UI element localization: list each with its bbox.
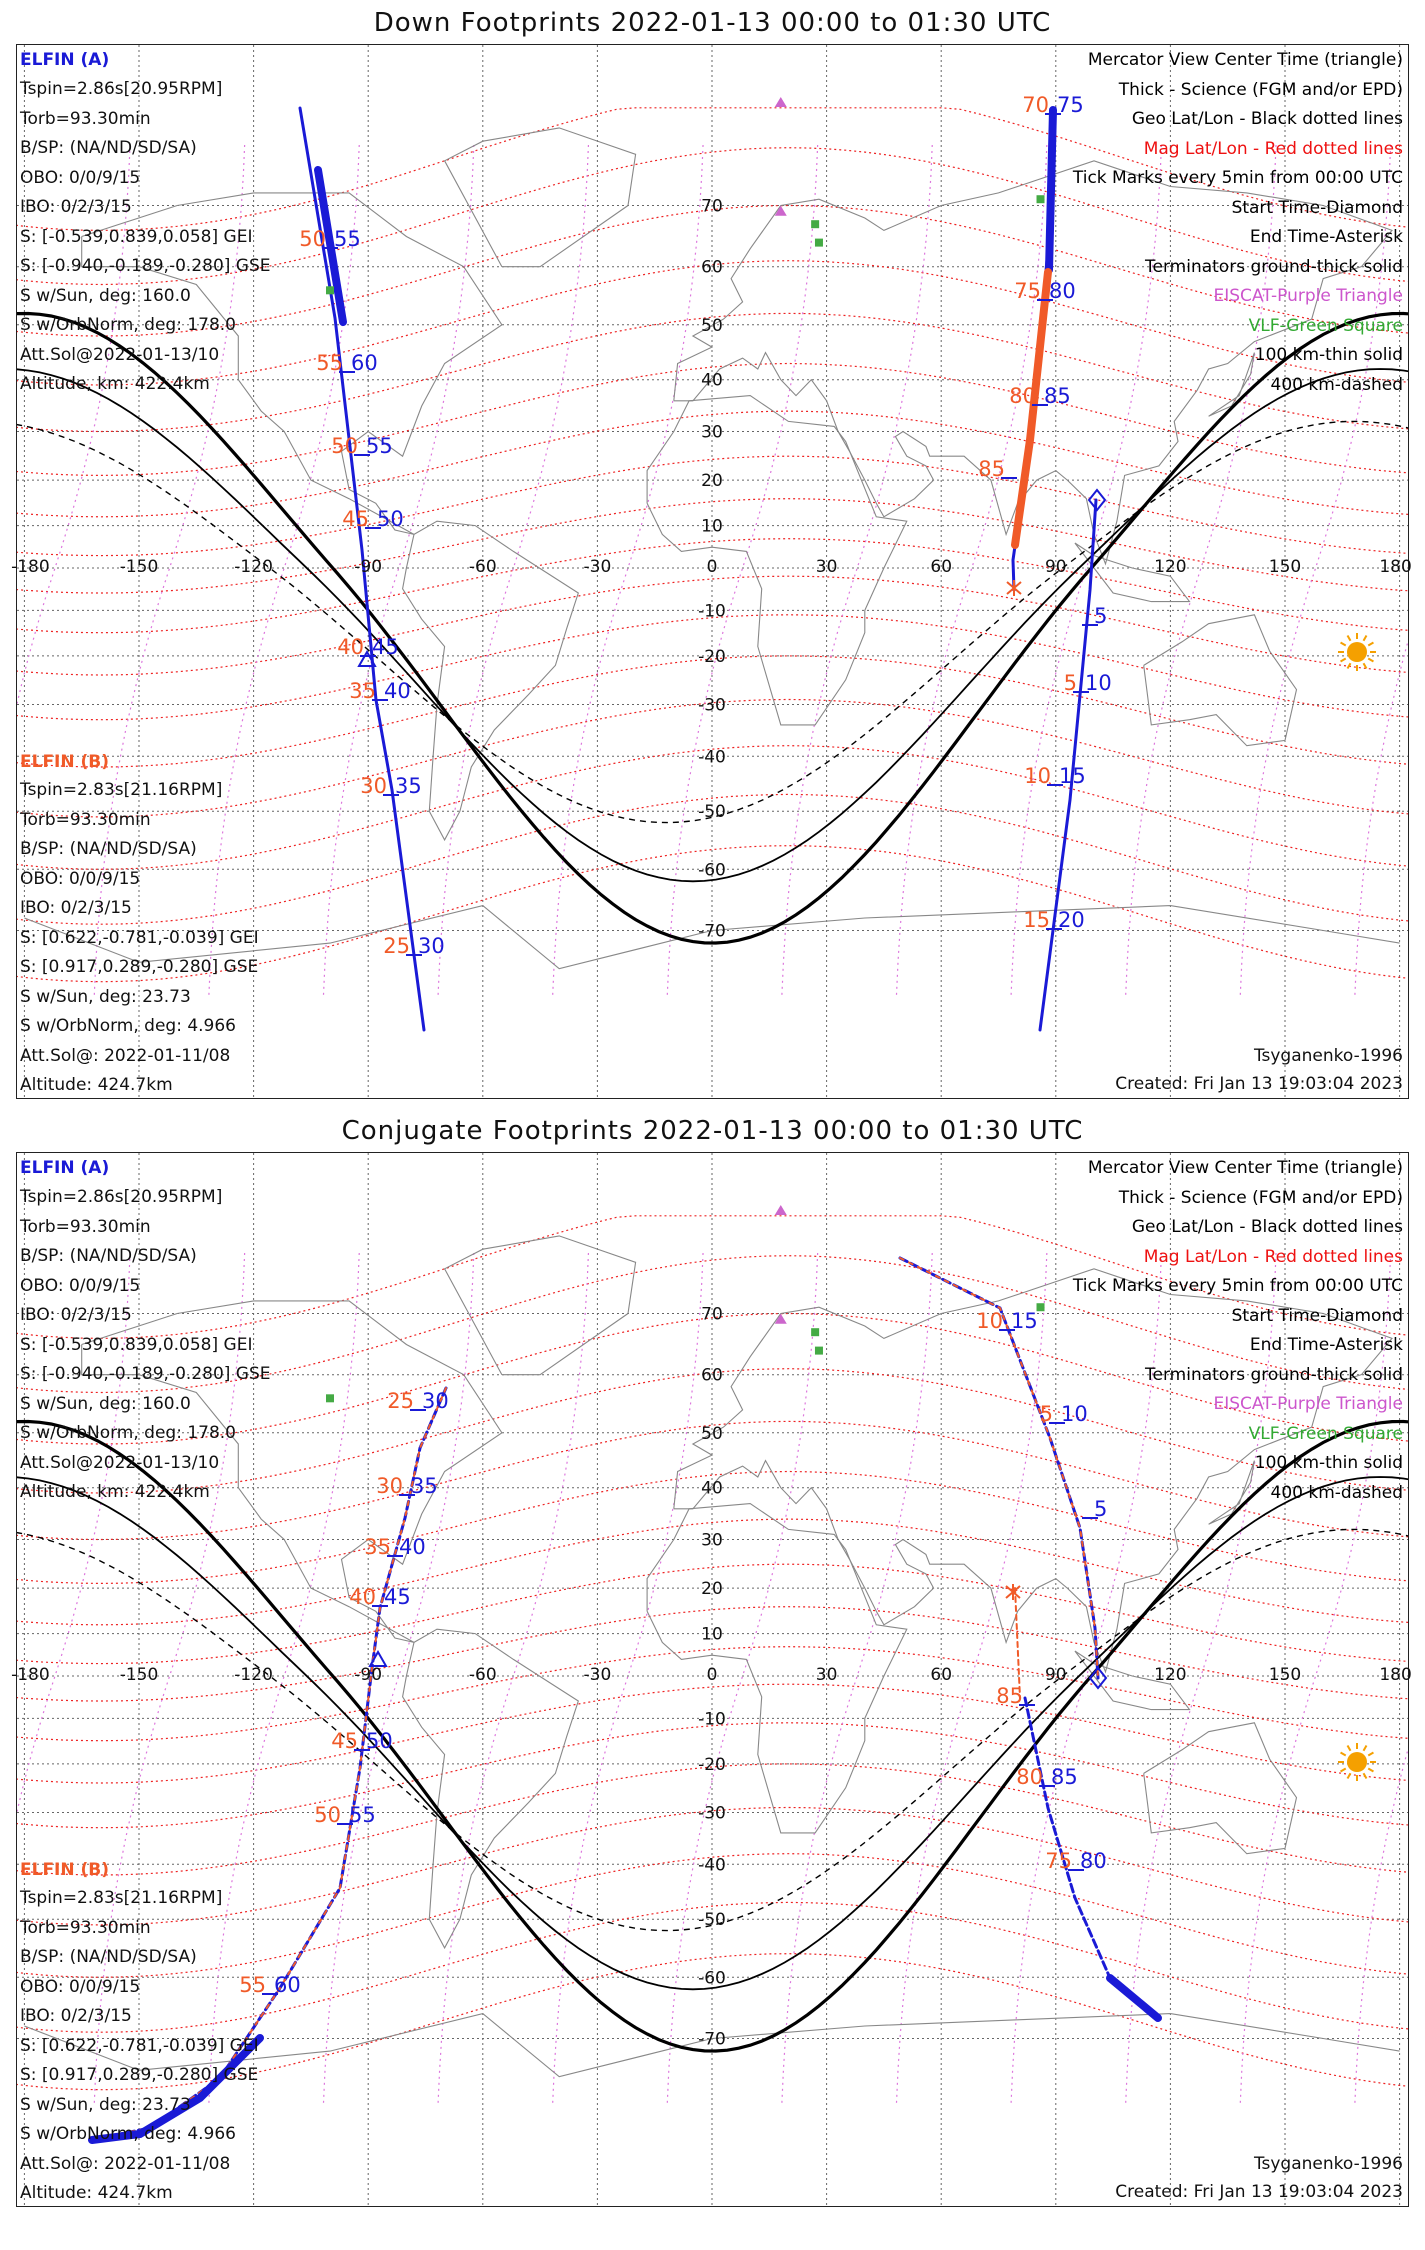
tick-label-red: 55 — [239, 1973, 266, 1997]
tick-label-red: 40 — [349, 1585, 376, 1609]
info-line: Altitude, km: 422.4km — [20, 374, 210, 394]
lat-label: -30 — [698, 695, 726, 716]
legend-item: 400 km-dashed — [1270, 374, 1403, 395]
sun-ray — [1348, 636, 1351, 641]
lon-label: -30 — [583, 557, 612, 577]
info-line: IBO: 0/2/3/15 — [20, 898, 132, 918]
info-line: S w/OrbNorm, deg: 178.0 — [20, 1423, 237, 1443]
lat-label: 40 — [701, 370, 723, 391]
sun-ray — [1368, 659, 1373, 662]
legend-item: Tick Marks every 5min from 00:00 UTC — [1072, 1276, 1403, 1296]
lat-label: -40 — [698, 747, 726, 768]
info-line: Torb=93.30min — [20, 1216, 151, 1237]
tick-label-red: 10 — [976, 1309, 1003, 1333]
info-line: S w/Sun, deg: 23.73 — [20, 2094, 191, 2115]
sun-icon — [1347, 642, 1367, 662]
tick-label-red: 70 — [1022, 93, 1049, 117]
info-line: S w/Sun, deg: 23.73 — [20, 986, 191, 1007]
elfin-a-label: ELFIN (A) — [20, 50, 110, 70]
lon-label: -60 — [468, 1665, 497, 1685]
lat-label: 10 — [701, 1624, 723, 1645]
lat-label: -50 — [698, 802, 726, 823]
info-line: S w/OrbNorm, deg: 178.0 — [20, 315, 237, 335]
tick-label-blue: 35 — [411, 1474, 438, 1498]
sun-ray — [1348, 1773, 1351, 1778]
end-asterisk — [1007, 580, 1021, 596]
lat-label: 70 — [701, 1304, 723, 1325]
info-line: Altitude: 424.7km — [20, 1075, 173, 1095]
lat-label: -20 — [698, 1754, 726, 1775]
info-line: Att.Sol@2022-01-13/10 — [20, 1452, 220, 1473]
lon-label: 0 — [706, 557, 718, 577]
sun-ray — [1368, 643, 1373, 646]
lon-label: 30 — [815, 557, 838, 577]
info-line: S: [-0.940,-0.189,-0.280] GSE — [20, 256, 271, 276]
info-line: IBO: 0/2/3/15 — [20, 2006, 132, 2026]
lat-label: -10 — [698, 601, 726, 622]
lon-label: -90 — [354, 557, 383, 577]
info-line: IBO: 0/2/3/15 — [20, 1305, 132, 1325]
tick-label-red: 10 — [1024, 764, 1051, 788]
tick-label-red: 50 — [299, 227, 326, 251]
legend-item: 100 km-thin solid — [1254, 1453, 1403, 1473]
sun-ray — [1341, 643, 1346, 646]
lon-label: -180 — [11, 557, 50, 577]
legend-item: Start Time-Diamond — [1231, 197, 1403, 218]
lon-label: 90 — [1044, 1665, 1067, 1685]
sun-icon — [1347, 1752, 1367, 1772]
lat-label: 60 — [701, 1365, 723, 1386]
info-line: Att.Sol@: 2022-01-11/08 — [20, 2153, 231, 2174]
tick-label-blue: 10 — [1061, 1402, 1088, 1426]
tick-label-red: 75 — [1014, 279, 1041, 303]
vlf-square — [811, 220, 819, 228]
tick-label-red: 25 — [387, 1389, 414, 1413]
legend-item: End Time-Asterisk — [1249, 1335, 1403, 1355]
lon-label: 0 — [706, 1665, 718, 1685]
legend-item: Mag Lat/Lon - Red dotted lines — [1143, 138, 1403, 159]
info-line: S: [0.917,0.289,-0.280] GSE — [20, 2065, 259, 2085]
coastline — [1144, 1723, 1297, 1854]
tick-label-blue: 40 — [399, 1535, 426, 1559]
info-line: S: [0.622,-0.781,-0.039] GEI — [20, 2035, 259, 2056]
model-label: Tsyganenko-1996 — [1253, 2154, 1403, 2174]
tick-label-red: 35 — [364, 1535, 391, 1559]
lon-label: 180 — [1379, 1665, 1412, 1685]
sun-ray — [1341, 659, 1346, 662]
info-line: B/SP: (NA/ND/SD/SA) — [20, 1246, 197, 1266]
legend-item: Geo Lat/Lon - Black dotted lines — [1131, 1217, 1403, 1237]
tick-label-blue: 10 — [1085, 671, 1112, 695]
tick-label-blue: 50 — [377, 507, 404, 531]
tick-label-red: 5 — [1039, 1402, 1053, 1426]
legend-item: Tick Marks every 5min from 00:00 UTC — [1072, 168, 1403, 188]
legend-item: Start Time-Diamond — [1231, 1305, 1403, 1326]
tick-label-red: 85 — [996, 1684, 1023, 1708]
elfin-b-science — [1110, 1978, 1158, 2018]
coastline — [647, 396, 907, 725]
mag-meridian — [897, 141, 1048, 995]
tick-label-blue: 45 — [372, 635, 399, 659]
model-label: Tsyganenko-1996 — [1253, 1046, 1403, 1066]
tick-label-red: 40 — [337, 635, 364, 659]
legend-item: Mercator View Center Time (triangle) — [1087, 1158, 1403, 1178]
lat-label: 50 — [701, 1423, 723, 1444]
info-line: OBO: 0/0/9/15 — [20, 1976, 141, 1997]
tick-label-blue: 45 — [384, 1585, 411, 1609]
legend-item: End Time-Asterisk — [1249, 227, 1403, 247]
tick-label-blue: 20 — [1058, 908, 1085, 932]
legend-item: VLF-Green Square — [1248, 315, 1403, 336]
lon-label: -120 — [234, 1665, 273, 1685]
legend-item: EISCAT-Purple Triangle — [1213, 1394, 1403, 1414]
tick-label-red: 50 — [331, 434, 358, 458]
vlf-square — [326, 286, 334, 294]
info-line: Torb=93.30min — [20, 1917, 151, 1938]
lat-label: 70 — [701, 196, 723, 217]
elfin-b-track-mid — [1015, 1588, 1020, 1698]
tick-label-blue: 35 — [395, 774, 422, 798]
tick-label-blue: 75 — [1057, 93, 1084, 117]
info-line: S: [-0.940,-0.189,-0.280] GSE — [20, 1364, 271, 1384]
info-line: OBO: 0/0/9/15 — [20, 868, 141, 889]
info-line: S w/OrbNorm, deg: 4.966 — [20, 1016, 237, 1036]
elfin-b-science — [1049, 110, 1053, 270]
sun-ray — [1348, 1746, 1351, 1751]
info-line: Altitude, km: 422.4km — [20, 1482, 210, 1502]
tick-label-red: 80 — [1016, 1765, 1043, 1789]
sun-ray — [1368, 1753, 1373, 1756]
legend-item: EISCAT-Purple Triangle — [1213, 286, 1403, 306]
elfin-a-label: ELFIN (A) — [20, 1158, 110, 1178]
info-line: S w/Sun, deg: 160.0 — [20, 285, 191, 306]
tick-label-blue: 15 — [1011, 1309, 1038, 1333]
tick-label-red: 25 — [383, 934, 410, 958]
info-line: OBO: 0/0/9/15 — [20, 167, 141, 188]
vlf-square — [326, 1394, 334, 1402]
lon-label: -90 — [354, 1665, 383, 1685]
created-label: Created: Fri Jan 13 19:03:04 2023 — [1115, 2182, 1403, 2202]
info-line: Tspin=2.83s[21.16RPM] — [20, 1888, 223, 1908]
coastline — [445, 1236, 636, 1375]
end-asterisk — [1006, 1584, 1020, 1600]
tick-label-blue: 5 — [1094, 604, 1108, 628]
info-line: S: [0.917,0.289,-0.280] GSE — [20, 957, 259, 977]
legend-item: Mercator View Center Time (triangle) — [1087, 50, 1403, 70]
info-line: B/SP: (NA/ND/SD/SA) — [20, 839, 197, 859]
info-line: IBO: 0/2/3/15 — [20, 197, 132, 217]
eiscat-triangle — [775, 1205, 787, 1215]
tick-label-blue: 80 — [1080, 1849, 1107, 1873]
info-line: B/SP: (NA/ND/SD/SA) — [20, 138, 197, 158]
info-line: B/SP: (NA/ND/SD/SA) — [20, 1947, 197, 1967]
tick-label-red: 85 — [978, 457, 1005, 481]
tick-label-red: 80 — [1009, 384, 1036, 408]
tick-label-blue: 85 — [1044, 384, 1071, 408]
sun-ray — [1348, 663, 1351, 668]
info-line: S: [-0.539,0.839,0.058] GEI — [20, 226, 253, 247]
info-line: Tspin=2.86s[20.95RPM] — [20, 1187, 223, 1207]
lat-label: 20 — [701, 471, 723, 492]
eiscat-triangle — [775, 97, 787, 107]
tick-label-red: 35 — [349, 679, 376, 703]
lon-label: -30 — [583, 1665, 612, 1685]
tick-label-blue: 5 — [1094, 1497, 1108, 1521]
lat-label: -60 — [698, 1968, 726, 1989]
tick-label-blue: 55 — [334, 227, 361, 251]
tick-label-blue: 50 — [366, 1729, 393, 1753]
legend-item: Terminators ground-thick solid — [1145, 256, 1403, 277]
lon-label: 180 — [1379, 557, 1412, 577]
lat-label: -70 — [698, 921, 726, 942]
legend-item: VLF-Green Square — [1248, 1423, 1403, 1444]
lat-label: 30 — [701, 422, 723, 443]
lon-label: 120 — [1154, 1665, 1187, 1685]
terminator-ground — [5, 1422, 1415, 2052]
lon-label: -150 — [119, 1665, 159, 1685]
lat-label: 20 — [701, 1579, 723, 1600]
legend-item: Thick - Science (FGM and/or EPD) — [1118, 79, 1403, 100]
vlf-square — [811, 1328, 819, 1336]
tick-label-blue: 60 — [274, 1973, 301, 1997]
legend-item: 400 km-dashed — [1270, 1482, 1403, 1503]
sun-ray — [1364, 1773, 1367, 1778]
vlf-square — [815, 1347, 823, 1355]
lat-label: -40 — [698, 1855, 726, 1876]
lon-label: -120 — [234, 557, 273, 577]
info-line: S w/OrbNorm, deg: 4.966 — [20, 2124, 237, 2144]
lon-label: -180 — [11, 1665, 50, 1685]
vlf-square — [1037, 195, 1045, 203]
tick-label-blue: 60 — [351, 351, 378, 375]
coastline — [647, 1504, 907, 1833]
tick-label-blue: 15 — [1059, 764, 1086, 788]
legend-item: Thick - Science (FGM and/or EPD) — [1118, 1187, 1403, 1208]
info-line: Tspin=2.83s[21.16RPM] — [20, 780, 223, 800]
legend-item: Mag Lat/Lon - Red dotted lines — [1143, 1246, 1403, 1267]
tick-label-red: 55 — [316, 351, 343, 375]
tick-label-red: 45 — [331, 1729, 358, 1753]
lat-label: 10 — [701, 516, 723, 537]
sun-ray — [1364, 1746, 1367, 1751]
panel-title: Conjugate Footprints 2022-01-13 00:00 to 01:30 UTC — [341, 1116, 1084, 1146]
lat-label: -30 — [698, 1803, 726, 1824]
tick-label-blue: 30 — [422, 1389, 449, 1413]
lat-label: 40 — [701, 1478, 723, 1499]
tick-label-blue: 85 — [1051, 1765, 1078, 1789]
sun-ray — [1368, 1769, 1373, 1772]
info-line: Att.Sol@: 2022-01-11/08 — [20, 1045, 231, 1066]
lat-label: -70 — [698, 2029, 726, 2050]
tick-label-red: 50 — [314, 1803, 341, 1827]
lon-label: 60 — [930, 1665, 953, 1685]
panel-title: Down Footprints 2022-01-13 00:00 to 01:30 UTC — [373, 8, 1052, 38]
created-label: Created: Fri Jan 13 19:03:04 2023 — [1115, 1074, 1403, 1094]
lat-label: -10 — [698, 1709, 726, 1730]
info-line: S: [0.622,-0.781,-0.039] GEI — [20, 927, 259, 948]
elfin-b-label: ELFIN (B) — [20, 1860, 110, 1880]
sun-ray — [1364, 636, 1367, 641]
tick-label-red: 5 — [1063, 671, 1077, 695]
info-line: Tspin=2.86s[20.95RPM] — [20, 79, 223, 99]
info-line: Att.Sol@2022-01-13/10 — [20, 344, 220, 365]
info-line: Torb=93.30min — [20, 108, 151, 129]
conjugate-footprints-panel — [0, 1108, 1425, 2233]
elfin-b-label: ELFIN (B) — [20, 752, 110, 772]
lat-label: 60 — [701, 257, 723, 278]
lon-label: 120 — [1154, 557, 1187, 577]
sun-ray — [1341, 1753, 1346, 1756]
lon-label: 30 — [815, 1665, 838, 1685]
lat-label: -50 — [698, 1910, 726, 1931]
sun-ray — [1341, 1769, 1346, 1772]
terminator-ground — [5, 314, 1415, 944]
lat-label: -20 — [698, 646, 726, 667]
tick-label-blue: 55 — [366, 434, 393, 458]
tick-label-red: 15 — [1023, 908, 1050, 932]
vlf-square — [815, 239, 823, 247]
lon-label: 150 — [1268, 557, 1302, 577]
lon-label: 150 — [1268, 1665, 1302, 1685]
lat-label: 50 — [701, 315, 723, 336]
tick-label-blue: 30 — [418, 934, 445, 958]
coastline — [1144, 615, 1297, 746]
mag-meridian — [897, 1249, 1048, 2103]
tick-label-blue: 80 — [1049, 279, 1076, 303]
info-line: S w/Sun, deg: 160.0 — [20, 1393, 191, 1414]
tick-label-blue: 55 — [349, 1803, 376, 1827]
lon-label: -60 — [468, 557, 497, 577]
tick-label-blue: 40 — [384, 679, 411, 703]
legend-item: Terminators ground-thick solid — [1145, 1364, 1403, 1385]
lon-label: -150 — [119, 557, 159, 577]
tick-label-red: 30 — [376, 1474, 403, 1498]
info-line: Torb=93.30min — [20, 809, 151, 830]
lon-label: 60 — [930, 557, 953, 577]
info-line: OBO: 0/0/9/15 — [20, 1275, 141, 1296]
lat-label: 30 — [701, 1530, 723, 1551]
tick-label-red: 75 — [1045, 1849, 1072, 1873]
lat-label: -60 — [698, 860, 726, 881]
tick-label-red: 30 — [360, 774, 387, 798]
info-line: S: [-0.539,0.839,0.058] GEI — [20, 1334, 253, 1355]
legend-item: Geo Lat/Lon - Black dotted lines — [1131, 109, 1403, 129]
coastline — [445, 128, 636, 267]
legend-item: 100 km-thin solid — [1254, 345, 1403, 365]
tick-label-red: 45 — [342, 507, 369, 531]
info-line: Altitude: 424.7km — [20, 2183, 173, 2203]
lon-label: 90 — [1044, 557, 1067, 577]
